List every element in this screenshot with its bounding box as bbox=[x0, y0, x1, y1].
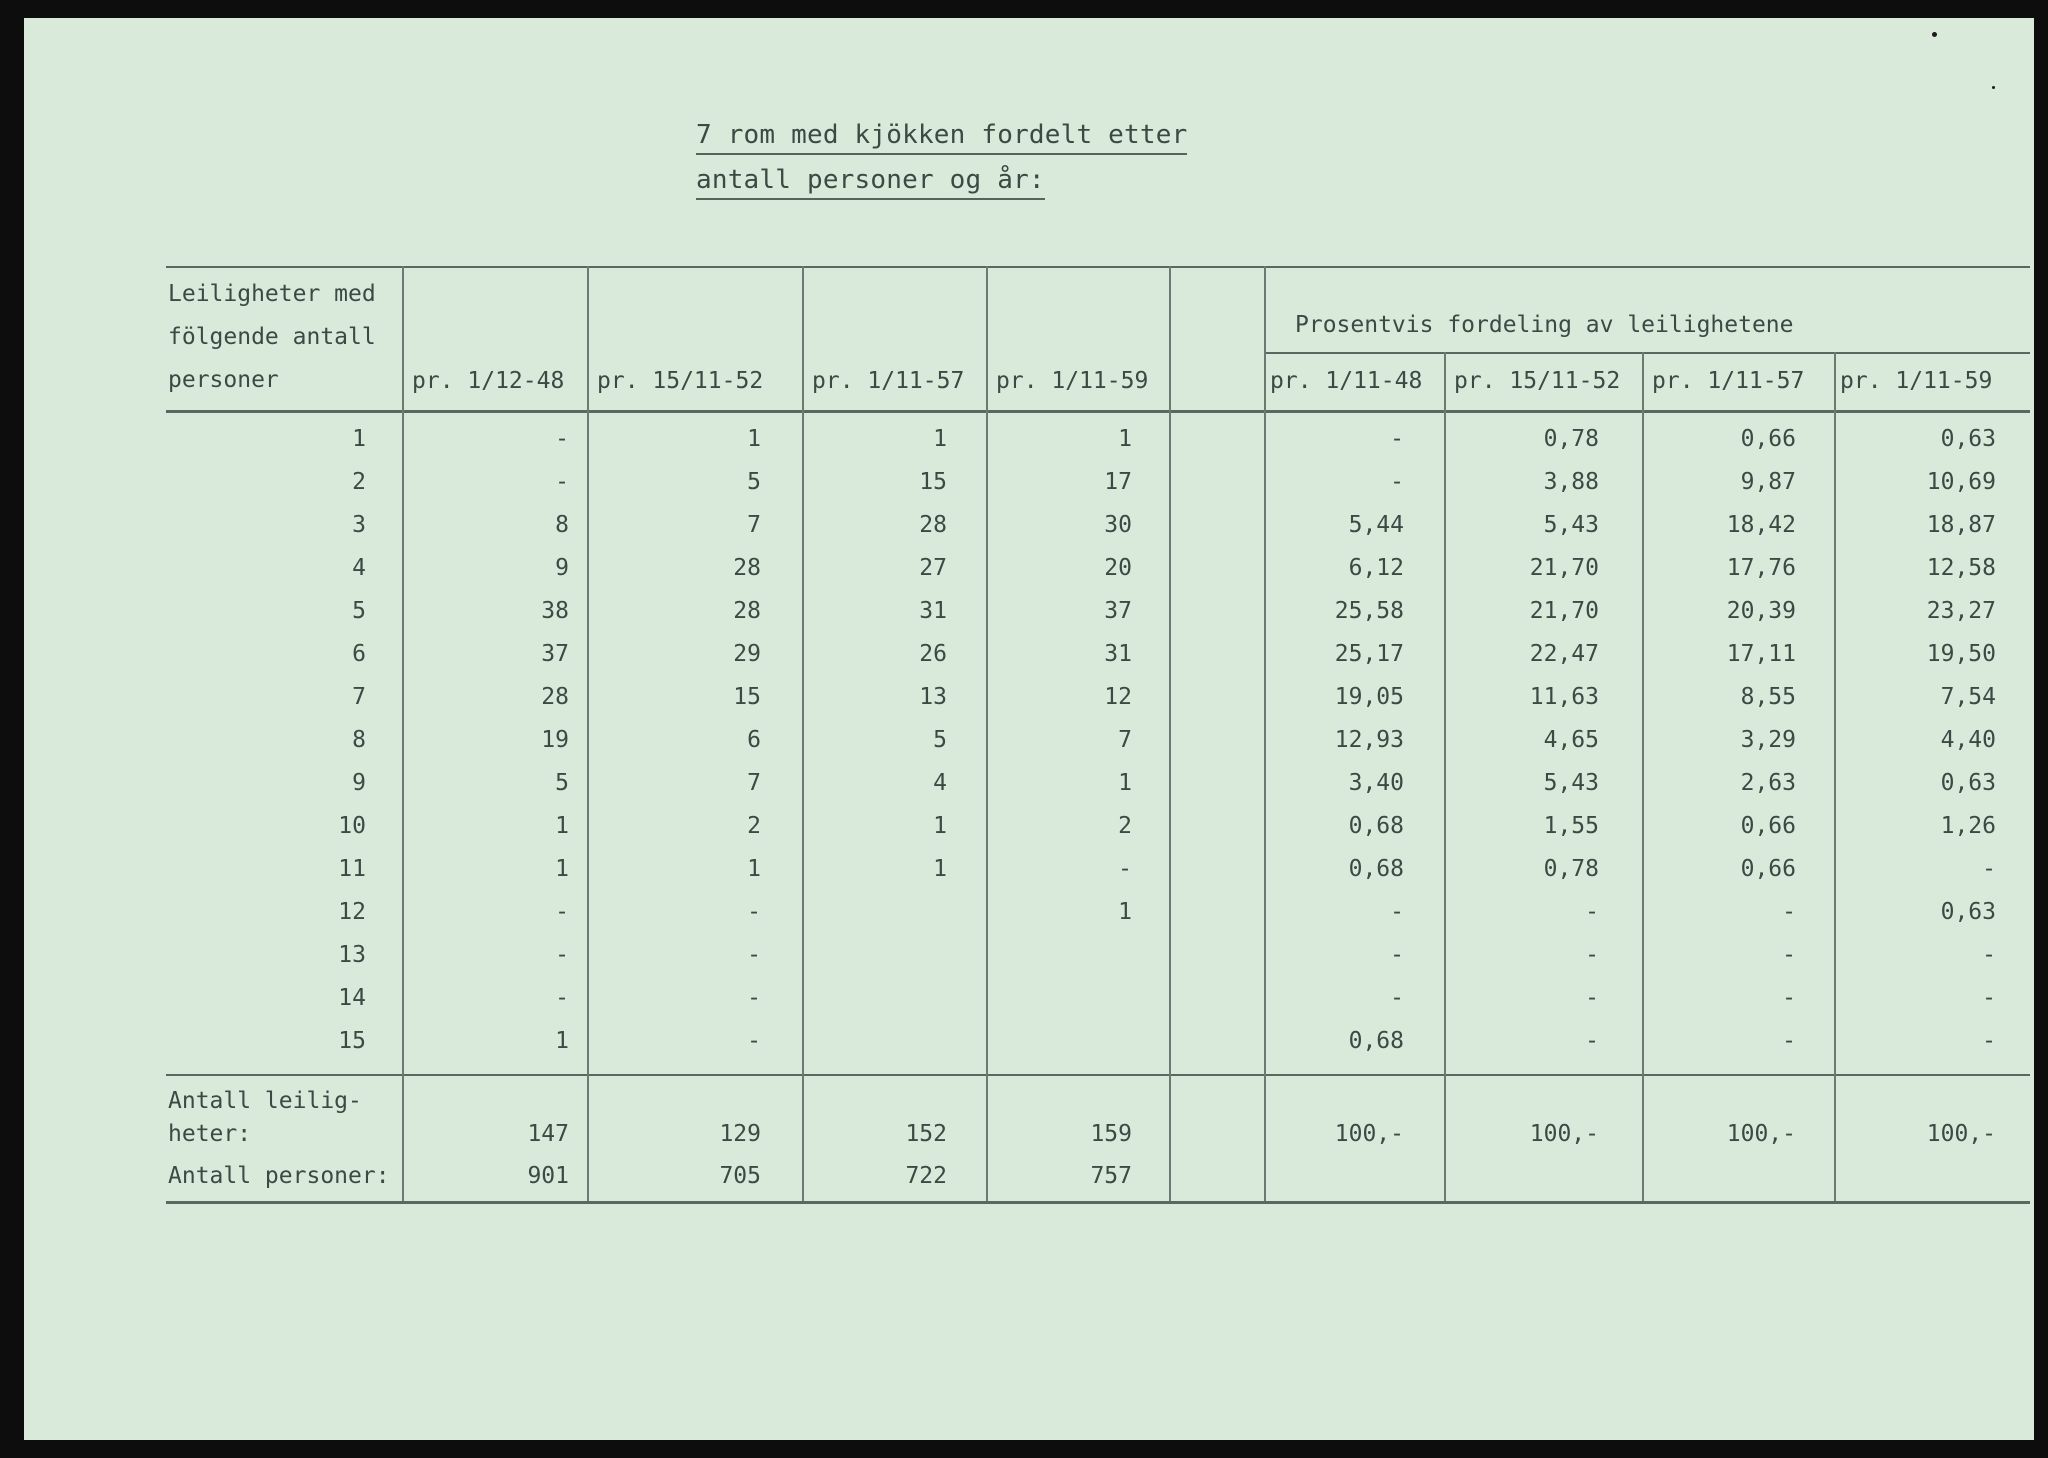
percent-cell: - bbox=[1585, 899, 1599, 925]
percent-cell: 11,63 bbox=[1529, 684, 1599, 710]
percent-cell: 3,40 bbox=[1348, 770, 1404, 796]
percent-cell: 0,66 bbox=[1740, 813, 1796, 839]
percent-cell: 18,87 bbox=[1926, 512, 1996, 538]
count-cell: - bbox=[747, 1028, 761, 1054]
percent-cell: - bbox=[1390, 469, 1404, 495]
count-cell: 28 bbox=[919, 512, 947, 538]
count-cell: 30 bbox=[1104, 512, 1132, 538]
column-rule bbox=[986, 266, 988, 1201]
percent-cell: 0,66 bbox=[1740, 856, 1796, 882]
totals-persons-label: Antall personer: bbox=[168, 1163, 390, 1189]
count-cell: 12 bbox=[1104, 684, 1132, 710]
count-cell: 29 bbox=[733, 641, 761, 667]
count-column-header: pr. 1/12-48 bbox=[412, 368, 565, 394]
header-bottom-rule bbox=[166, 410, 2030, 413]
total-apartments-cell: 129 bbox=[719, 1121, 761, 1147]
percent-cell: 5,43 bbox=[1543, 512, 1599, 538]
count-cell: 28 bbox=[733, 598, 761, 624]
count-cell: 1 bbox=[1118, 899, 1132, 925]
percent-cell: - bbox=[1585, 985, 1599, 1011]
total-persons-cell: 705 bbox=[719, 1163, 761, 1189]
percent-cell: - bbox=[1782, 1028, 1796, 1054]
count-cell: 1 bbox=[1118, 426, 1132, 452]
count-cell: 31 bbox=[919, 598, 947, 624]
count-cell: 17 bbox=[1104, 469, 1132, 495]
column-rule bbox=[1642, 352, 1644, 1201]
percent-cell: 5,43 bbox=[1543, 770, 1599, 796]
persons-count-label: 7 bbox=[352, 684, 366, 710]
percent-cell: - bbox=[1982, 985, 1996, 1011]
persons-count-label: 12 bbox=[338, 899, 366, 925]
percent-cell: - bbox=[1982, 1028, 1996, 1054]
count-cell: 19 bbox=[541, 727, 569, 753]
percent-group-rule bbox=[1264, 352, 2030, 354]
percent-cell: 0,63 bbox=[1940, 426, 1996, 452]
count-cell: 37 bbox=[541, 641, 569, 667]
percent-cell: 7,54 bbox=[1940, 684, 1996, 710]
count-cell: 15 bbox=[733, 684, 761, 710]
total-persons-cell: 757 bbox=[1090, 1163, 1132, 1189]
ink-speck bbox=[1932, 32, 1937, 37]
row-label-header: Leiligheter med bbox=[168, 281, 376, 307]
column-rule bbox=[802, 266, 804, 1201]
count-cell: - bbox=[555, 469, 569, 495]
document-title-line-1: 7 rom med kjökken fordelt etter bbox=[696, 120, 1187, 155]
percent-column-header: pr. 1/11-48 bbox=[1270, 368, 1423, 394]
percent-cell: - bbox=[1390, 942, 1404, 968]
count-cell: 37 bbox=[1104, 598, 1132, 624]
persons-count-label: 4 bbox=[352, 555, 366, 581]
persons-count-label: 9 bbox=[352, 770, 366, 796]
percent-cell: 8,55 bbox=[1740, 684, 1796, 710]
column-rule bbox=[587, 266, 589, 1201]
percent-cell: 22,47 bbox=[1529, 641, 1599, 667]
count-cell: 27 bbox=[919, 555, 947, 581]
percent-cell: - bbox=[1782, 942, 1796, 968]
persons-count-label: 2 bbox=[352, 469, 366, 495]
count-cell: 5 bbox=[933, 727, 947, 753]
count-cell: 31 bbox=[1104, 641, 1132, 667]
count-cell: 7 bbox=[747, 770, 761, 796]
count-cell: 1 bbox=[555, 813, 569, 839]
percent-cell: 12,93 bbox=[1334, 727, 1404, 753]
count-column-header: pr. 1/11-57 bbox=[812, 368, 965, 394]
count-cell: - bbox=[747, 899, 761, 925]
percent-cell: - bbox=[1390, 899, 1404, 925]
percent-cell: 2,63 bbox=[1740, 770, 1796, 796]
totals-top-rule bbox=[166, 1074, 2030, 1076]
percent-cell: 19,50 bbox=[1926, 641, 1996, 667]
percent-cell: 18,42 bbox=[1726, 512, 1796, 538]
total-persons-cell: 722 bbox=[905, 1163, 947, 1189]
count-column-header: pr. 1/11-59 bbox=[996, 368, 1149, 394]
percent-cell: 12,58 bbox=[1926, 555, 1996, 581]
persons-count-label: 6 bbox=[352, 641, 366, 667]
table-bottom-rule bbox=[166, 1201, 2030, 1204]
total-persons-cell: 901 bbox=[527, 1163, 569, 1189]
count-cell: 38 bbox=[541, 598, 569, 624]
count-cell: 2 bbox=[747, 813, 761, 839]
percent-cell: - bbox=[1585, 942, 1599, 968]
persons-count-label: 15 bbox=[338, 1028, 366, 1054]
percent-cell: 5,44 bbox=[1348, 512, 1404, 538]
count-cell: 15 bbox=[919, 469, 947, 495]
count-cell: 2 bbox=[1118, 813, 1132, 839]
percent-cell: - bbox=[1982, 942, 1996, 968]
count-cell: 13 bbox=[919, 684, 947, 710]
persons-count-label: 11 bbox=[338, 856, 366, 882]
percent-cell: 10,69 bbox=[1926, 469, 1996, 495]
percent-cell: 3,88 bbox=[1543, 469, 1599, 495]
percent-cell: - bbox=[1585, 1028, 1599, 1054]
percent-cell: 9,87 bbox=[1740, 469, 1796, 495]
percent-cell: - bbox=[1982, 856, 1996, 882]
count-cell: 1 bbox=[933, 426, 947, 452]
persons-count-label: 14 bbox=[338, 985, 366, 1011]
ink-speck bbox=[1992, 86, 1995, 89]
row-label-header: personer bbox=[168, 367, 279, 393]
percent-column-header: pr. 1/11-57 bbox=[1652, 368, 1805, 394]
count-cell: - bbox=[747, 942, 761, 968]
count-cell: - bbox=[555, 426, 569, 452]
percent-cell: 17,11 bbox=[1726, 641, 1796, 667]
column-rule bbox=[402, 266, 404, 1201]
percent-cell: 1,55 bbox=[1543, 813, 1599, 839]
count-cell: 7 bbox=[1118, 727, 1132, 753]
percent-cell: 25,17 bbox=[1334, 641, 1404, 667]
count-cell: 9 bbox=[555, 555, 569, 581]
count-cell: 1 bbox=[747, 426, 761, 452]
percent-cell: - bbox=[1782, 985, 1796, 1011]
percent-column-header: pr. 15/11-52 bbox=[1454, 368, 1621, 394]
total-percent-cell: 100,- bbox=[1529, 1121, 1599, 1147]
percent-cell: 0,68 bbox=[1348, 1028, 1404, 1054]
percent-cell: 0,63 bbox=[1940, 770, 1996, 796]
percent-cell: - bbox=[1390, 985, 1404, 1011]
percent-cell: 20,39 bbox=[1726, 598, 1796, 624]
total-percent-cell: 100,- bbox=[1334, 1121, 1404, 1147]
count-cell: 1 bbox=[555, 856, 569, 882]
count-cell: 6 bbox=[747, 727, 761, 753]
percent-cell: 19,05 bbox=[1334, 684, 1404, 710]
total-apartments-cell: 152 bbox=[905, 1121, 947, 1147]
count-cell: 1 bbox=[1118, 770, 1132, 796]
table-top-rule bbox=[166, 266, 2030, 268]
percent-cell: 0,68 bbox=[1348, 856, 1404, 882]
percent-cell: 6,12 bbox=[1348, 555, 1404, 581]
count-cell: - bbox=[555, 942, 569, 968]
row-label-header: fölgende antall bbox=[168, 324, 376, 350]
count-column-header: pr. 15/11-52 bbox=[597, 368, 764, 394]
totals-apartments-label: heter: bbox=[168, 1121, 252, 1147]
percent-column-header: pr. 1/11-59 bbox=[1840, 368, 1993, 394]
percent-cell: 0,68 bbox=[1348, 813, 1404, 839]
percent-group-header: Prosentvis fordeling av leilighetene bbox=[1295, 312, 1794, 338]
document-sheet bbox=[24, 18, 2034, 1440]
percent-cell: 17,76 bbox=[1726, 555, 1796, 581]
percent-cell: 1,26 bbox=[1940, 813, 1996, 839]
count-cell: 4 bbox=[933, 770, 947, 796]
count-cell: 5 bbox=[555, 770, 569, 796]
count-cell: 1 bbox=[747, 856, 761, 882]
total-percent-cell: 100,- bbox=[1726, 1121, 1796, 1147]
column-rule bbox=[1834, 352, 1836, 1201]
persons-count-label: 1 bbox=[352, 426, 366, 452]
total-apartments-cell: 159 bbox=[1090, 1121, 1132, 1147]
count-cell: 1 bbox=[933, 856, 947, 882]
count-cell: - bbox=[1118, 856, 1132, 882]
percent-cell: - bbox=[1390, 426, 1404, 452]
percent-cell: 0,78 bbox=[1543, 856, 1599, 882]
percent-cell: - bbox=[1782, 899, 1796, 925]
percent-cell: 21,70 bbox=[1529, 555, 1599, 581]
count-cell: 1 bbox=[555, 1028, 569, 1054]
percent-cell: 4,40 bbox=[1940, 727, 1996, 753]
total-apartments-cell: 147 bbox=[527, 1121, 569, 1147]
column-rule bbox=[1169, 266, 1171, 1201]
count-cell: 28 bbox=[733, 555, 761, 581]
count-cell: - bbox=[747, 985, 761, 1011]
percent-cell: 3,29 bbox=[1740, 727, 1796, 753]
persons-count-label: 3 bbox=[352, 512, 366, 538]
persons-count-label: 5 bbox=[352, 598, 366, 624]
percent-cell: 23,27 bbox=[1926, 598, 1996, 624]
persons-count-label: 10 bbox=[338, 813, 366, 839]
persons-count-label: 8 bbox=[352, 727, 366, 753]
percent-cell: 0,63 bbox=[1940, 899, 1996, 925]
persons-count-label: 13 bbox=[338, 942, 366, 968]
percent-cell: 0,78 bbox=[1543, 426, 1599, 452]
count-cell: 5 bbox=[747, 469, 761, 495]
total-percent-cell: 100,- bbox=[1926, 1121, 1996, 1147]
percent-cell: 4,65 bbox=[1543, 727, 1599, 753]
count-cell: 26 bbox=[919, 641, 947, 667]
count-cell: 1 bbox=[933, 813, 947, 839]
count-cell: 20 bbox=[1104, 555, 1132, 581]
count-cell: - bbox=[555, 899, 569, 925]
count-cell: 28 bbox=[541, 684, 569, 710]
count-cell: 7 bbox=[747, 512, 761, 538]
document-title-line-2: antall personer og år: bbox=[696, 165, 1045, 200]
column-rule bbox=[1444, 352, 1446, 1201]
totals-apartments-label: Antall leilig- bbox=[168, 1088, 362, 1114]
percent-cell: 21,70 bbox=[1529, 598, 1599, 624]
percent-cell: 25,58 bbox=[1334, 598, 1404, 624]
percent-cell: 0,66 bbox=[1740, 426, 1796, 452]
count-cell: - bbox=[555, 985, 569, 1011]
count-cell: 8 bbox=[555, 512, 569, 538]
